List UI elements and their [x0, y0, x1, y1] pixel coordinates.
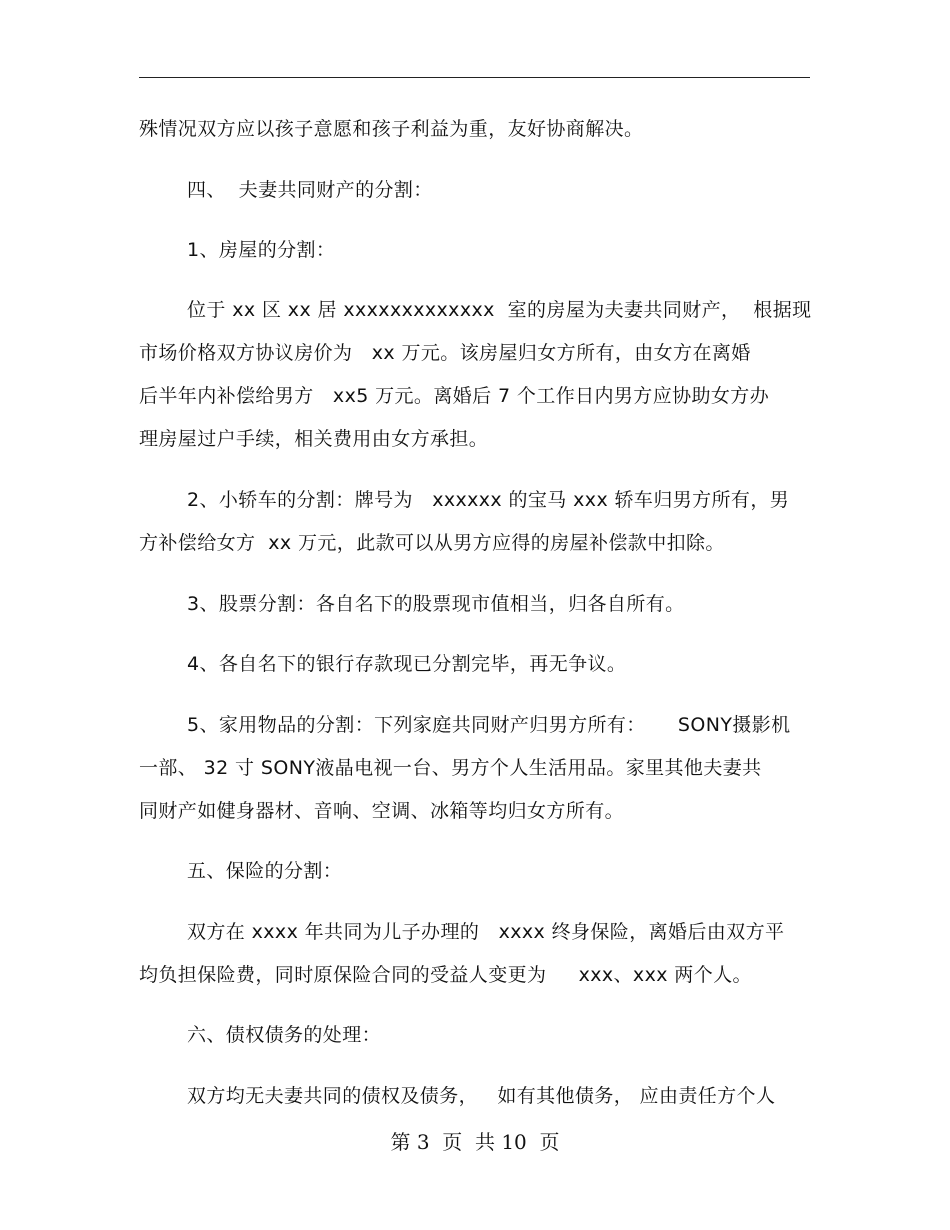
paragraph-line: 理房屋过户手续，相关费用由女方承担。 — [139, 428, 489, 450]
paragraph-line: 双方均无夫妻共同的债权及债务， 如有其他债务， 应由责任方个人 — [187, 1085, 776, 1107]
paragraph-line: 同财产如健身器材、音响、空调、冰箱等均归女方所有。 — [139, 800, 625, 822]
subsection-heading: 1、房屋的分割： — [187, 239, 336, 261]
section-heading: 四、 夫妻共同财产的分割： — [187, 179, 433, 201]
paragraph-line: 一部、 32 寸 SONY液晶电视一台、男方个人生活用品。家里其他夫妻共 — [139, 757, 762, 779]
paragraph-line: 3、股票分割：各自名下的股票现市值相当，归各自所有。 — [187, 593, 685, 615]
paragraph-line: 市场价格双方协议房价为 xx 万元。该房屋归女方所有，由女方在离婚 — [139, 342, 751, 364]
paragraph-line: 2、小轿车的分割：牌号为 xxxxxx 的宝马 xxx 轿车归男方所有，男 — [187, 489, 790, 511]
page-number-footer: 第 3 页 共 10 页 — [390, 1130, 560, 1154]
paragraph-line: 殊情况双方应以孩子意愿和孩子利益为重，友好协商解决。 — [139, 118, 644, 140]
paragraph-line: 方补偿给女方 xx 万元，此款可以从男方应得的房屋补偿款中扣除。 — [139, 532, 725, 554]
section-heading: 五、保险的分割： — [187, 860, 343, 882]
paragraph-line: 5、家用物品的分割：下列家庭共同财产归男方所有： SONY摄影机 — [187, 714, 791, 736]
paragraph-line: 4、各自名下的银行存款现已分割完毕，再无争议。 — [187, 653, 627, 675]
paragraph-line: 均负担保险费，同时原保险合同的受益人变更为 xxx、xxx 两个人。 — [139, 964, 752, 986]
paragraph-line: 双方在 xxxx 年共同为儿子办理的 xxxx 终身保险，离婚后由双方平 — [187, 921, 785, 943]
header-rule — [139, 77, 810, 78]
paragraph-line: 位于 xx 区 xx 居 xxxxxxxxxxxxx 室的房屋为夫妻共同财产， 根据现 — [187, 299, 812, 321]
paragraph-line: 后半年内补偿给男方 xx5 万元。离婚后 7 个工作日内男方应协助女方办 — [139, 385, 770, 407]
section-heading: 六、债权债务的处理： — [187, 1024, 382, 1046]
